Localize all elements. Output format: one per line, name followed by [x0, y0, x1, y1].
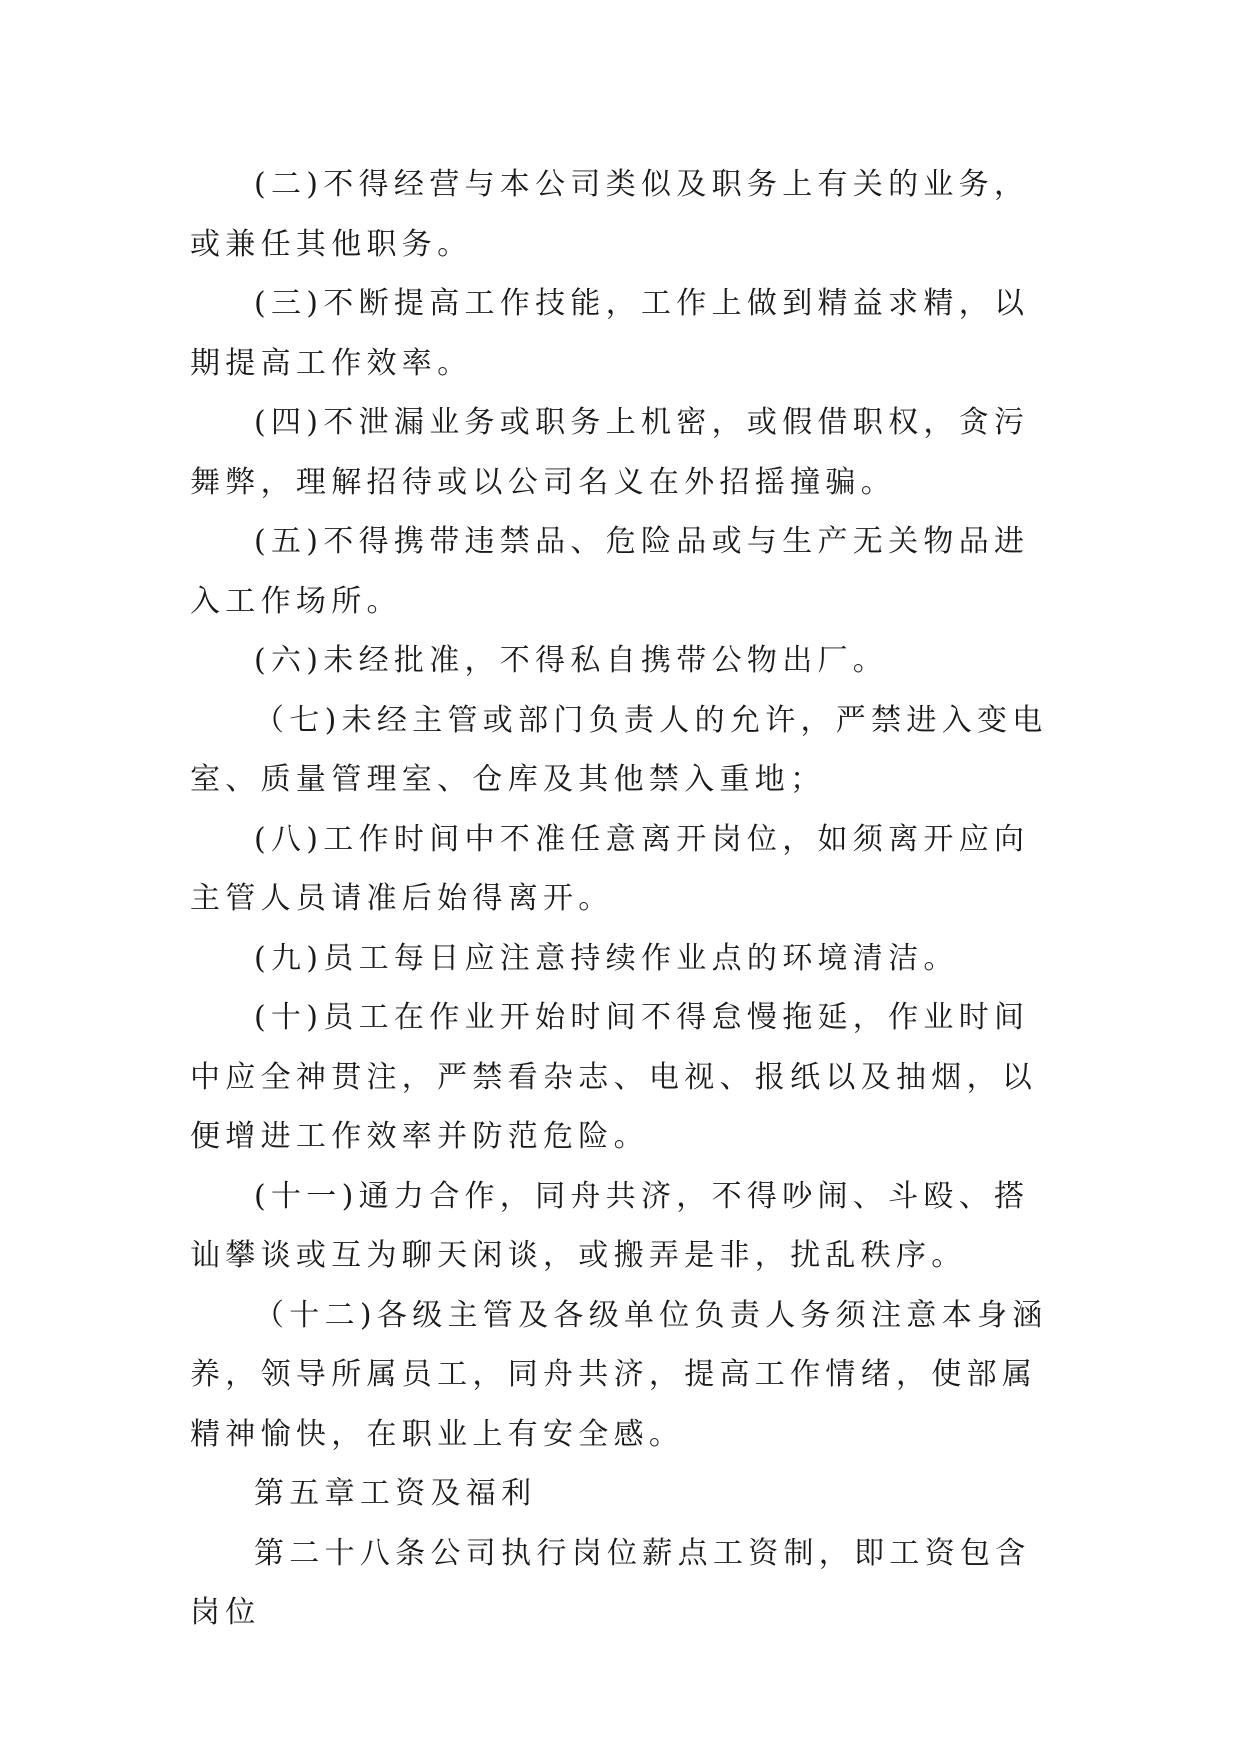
paragraph-item-6: (六)未经批准，不得私自携带公物出厂。: [254, 643, 889, 678]
paragraph-item-7: （七)未经主管或部门负责人的允许，严禁进入变电室、质量管理室、仓库及其他禁入重地；: [190, 702, 1048, 797]
paragraph-item-10: (十)员工在作业开始时间不得怠慢拖延，作业时间中应全神贯注，严禁看杂志、电视、报纸以及抽烟，以便增进工作效率并防范危险。: [190, 1000, 1038, 1154]
paragraph-item-3: (三)不断提高工作技能，工作上做到精益求精，以期提高工作效率。: [190, 286, 1030, 381]
paragraph-item-11: (十一)通力合作，同舟共济，不得吵闹、斗殴、搭讪攀谈或互为聊天闲谈，或搬弄是非，扰乱秩序。: [190, 1178, 1030, 1273]
paragraph-item-12: （十二)各级主管及各级单位负责人务须注意本身涵养，领导所属员工，同舟共济，提高工作情绪，使部属精神愉快，在职业上有安全感。: [190, 1297, 1048, 1452]
paragraph-item-9: (九)员工每日应注意持续作业点的环境清洁。: [254, 940, 959, 976]
paragraph-item-4: (四)不泄漏业务或职务上机密，或假借职权，贪污舞弊，理解招待或以公司名义在外招摇撞骗。: [190, 405, 1030, 500]
chapter-heading: 第五章工资及福利: [254, 1476, 537, 1511]
article-28-paragraph: 第二十八条公司执行岗位薪点工资制，即工资包含岗位: [190, 1535, 1031, 1630]
document-body: [190, 155, 1050, 1643]
paragraph-item-2: (二)不得经营与本公司类似及职务上有关的业务，或兼任其他职务。: [190, 167, 1030, 262]
paragraph-item-8: (八)工作时间中不准任意离开岗位，如须离开应向主管人员请准后始得离开。: [190, 821, 1030, 916]
paragraph-item-5: (五)不得携带违禁品、危险品或与生产无关物品进入工作场所。: [190, 524, 1030, 619]
